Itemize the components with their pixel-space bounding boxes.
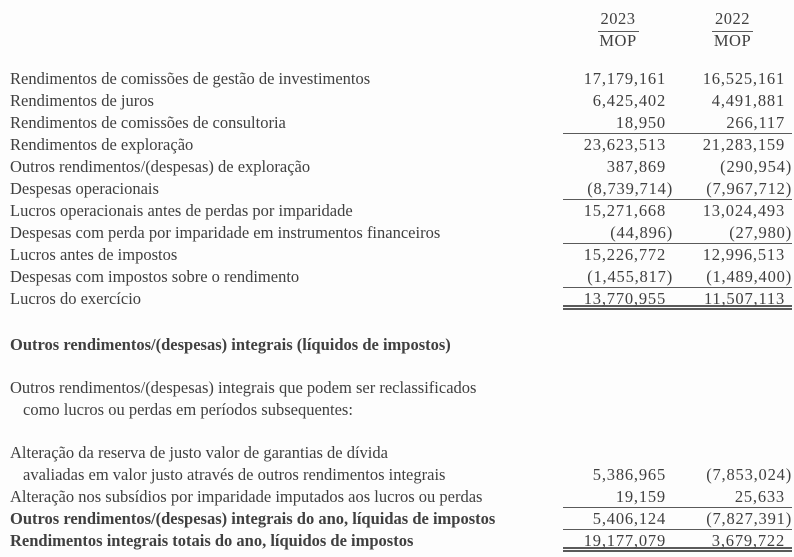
table-row bbox=[10, 156, 792, 178]
table-row bbox=[10, 90, 792, 112]
value-2022: 11,507,113 bbox=[703, 289, 785, 308]
value-2022: (7,967,712) bbox=[706, 179, 792, 198]
row-label: Rendimentos de comissões de gestão de investimentos bbox=[10, 69, 371, 88]
income-statement-table bbox=[10, 68, 792, 310]
value-2023: 19,159 bbox=[615, 487, 666, 506]
row-values bbox=[563, 134, 792, 156]
value-2023 bbox=[563, 442, 673, 464]
row-label: Rendimentos de comissões de consultoria bbox=[10, 113, 286, 132]
table-row bbox=[10, 508, 792, 530]
value-2023: 387,869 bbox=[606, 157, 666, 176]
row-values bbox=[563, 266, 792, 288]
value-2022 bbox=[673, 442, 792, 464]
row-values bbox=[563, 508, 792, 530]
value-2022: 12,996,513 bbox=[702, 245, 785, 264]
row-label: Outros rendimentos/(despesas) integrais do ano, líquidas de impostos bbox=[10, 509, 496, 528]
oci-table bbox=[10, 442, 792, 552]
row-values bbox=[563, 486, 792, 508]
value-2023: 5,406,124 bbox=[592, 509, 666, 528]
row-values bbox=[563, 112, 792, 134]
row-values bbox=[563, 156, 792, 178]
currency-headers bbox=[563, 30, 792, 52]
value-2022: (7,827,391) bbox=[706, 509, 792, 528]
row-label: Lucros do exercício bbox=[10, 289, 142, 308]
value-2022: 16,525,161 bbox=[702, 69, 785, 88]
row-values bbox=[563, 288, 792, 310]
label-column-spacer bbox=[10, 8, 563, 30]
row-values bbox=[563, 90, 792, 112]
row-label: Despesas com perda por imparidade em instrumentos financeiros bbox=[10, 223, 441, 242]
table-row bbox=[10, 68, 792, 90]
table-row bbox=[10, 530, 792, 552]
value-2022: 4,491,881 bbox=[711, 91, 785, 110]
table-row bbox=[10, 200, 792, 222]
column-header-2023: 2023 bbox=[598, 8, 639, 32]
table-row bbox=[10, 178, 792, 200]
table-row bbox=[10, 112, 792, 134]
value-2022: (290,954) bbox=[720, 157, 792, 176]
value-2023: (8,739,714) bbox=[587, 179, 673, 198]
table-row bbox=[10, 288, 792, 310]
table-row bbox=[10, 442, 792, 464]
value-2022: 21,283,159 bbox=[702, 135, 785, 154]
value-2023: 19,177,079 bbox=[583, 531, 666, 550]
column-header-cell bbox=[563, 8, 673, 30]
column-header-cell bbox=[673, 8, 792, 30]
row-label: Alteração nos subsídios por imparidade imputados aos lucros ou perdas bbox=[10, 487, 483, 506]
label-column-spacer bbox=[10, 30, 563, 52]
row-values bbox=[563, 530, 792, 552]
oci-intro-line1: Outros rendimentos/(despesas) integrais que podem ser reclassificados bbox=[10, 378, 477, 397]
row-label: Lucros operacionais antes de perdas por imparidade bbox=[10, 201, 353, 220]
row-values bbox=[563, 464, 792, 486]
row-values bbox=[563, 442, 792, 464]
row-label: Rendimentos integrais totais do ano, líquidos de impostos bbox=[10, 531, 414, 550]
value-2023: 5,386,965 bbox=[592, 465, 666, 484]
oci-section-heading: Outros rendimentos/(despesas) integrais (líquidos de impostos) bbox=[10, 335, 451, 354]
row-label: Rendimentos de juros bbox=[10, 91, 154, 110]
row-label: Alteração da reserva de justo valor de garantias de dívida bbox=[10, 443, 388, 462]
value-2023: 15,271,668 bbox=[583, 201, 666, 220]
currency-header-row bbox=[10, 30, 792, 52]
value-2022: 13,024,493 bbox=[702, 201, 785, 220]
table-row bbox=[10, 486, 792, 508]
oci-intro-paragraph bbox=[10, 377, 792, 421]
table-row bbox=[10, 134, 792, 156]
currency-label-2022: MOP bbox=[713, 31, 752, 50]
value-2022: 266,117 bbox=[726, 113, 785, 132]
row-label: Lucros antes de impostos bbox=[10, 245, 178, 264]
value-2023: 17,179,161 bbox=[583, 69, 666, 88]
value-2023: 23,623,513 bbox=[583, 135, 666, 154]
row-label: Rendimentos de exploração bbox=[10, 135, 194, 154]
value-2023: (44,896) bbox=[610, 223, 673, 242]
oci-intro-line2: como lucros ou perdas em períodos subsequentes: bbox=[23, 400, 353, 419]
table-row bbox=[10, 222, 792, 244]
value-2022: (1,489,400) bbox=[706, 267, 792, 286]
value-2022: 3,679,722 bbox=[711, 531, 785, 550]
value-2023: 13,770,955 bbox=[583, 289, 666, 308]
row-values bbox=[563, 178, 792, 200]
table-row bbox=[10, 266, 792, 288]
row-label: Outros rendimentos/(despesas) de exploração bbox=[10, 157, 311, 176]
year-headers bbox=[563, 8, 792, 30]
table-row bbox=[10, 244, 792, 266]
row-values bbox=[563, 68, 792, 90]
column-header-2022: 2022 bbox=[712, 8, 753, 32]
value-2023: 6,425,402 bbox=[592, 91, 666, 110]
value-2022: 25,633 bbox=[734, 487, 785, 506]
table-row bbox=[10, 464, 792, 486]
value-2022: (7,853,024) bbox=[706, 465, 792, 484]
row-values bbox=[563, 222, 792, 244]
row-values bbox=[563, 200, 792, 222]
row-values bbox=[563, 244, 792, 266]
column-year-header-row bbox=[10, 8, 792, 30]
value-2022: (27,980) bbox=[729, 223, 792, 242]
value-2023: 15,226,772 bbox=[583, 245, 666, 264]
value-2023: (1,455,817) bbox=[587, 267, 673, 286]
value-2023: 18,950 bbox=[615, 113, 666, 132]
row-label: Despesas com impostos sobre o rendimento bbox=[10, 267, 300, 286]
row-label: avaliadas em valor justo através de outros rendimentos integrais bbox=[23, 465, 446, 484]
row-label: Despesas operacionais bbox=[10, 179, 159, 198]
currency-label-2023: MOP bbox=[599, 31, 637, 50]
